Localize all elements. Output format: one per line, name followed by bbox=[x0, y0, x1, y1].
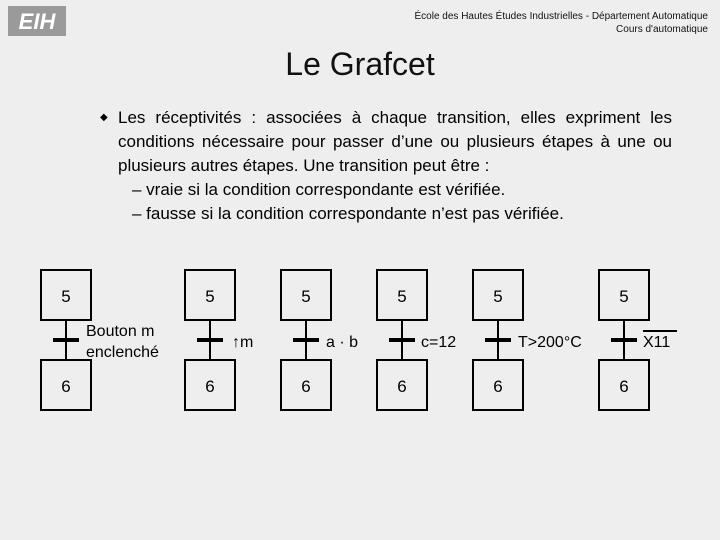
step-bottom-label: 6 bbox=[397, 377, 407, 396]
condition-label: ↑m bbox=[232, 334, 254, 351]
page-title: Le Grafcet bbox=[285, 46, 435, 82]
course-name: Cours d'automatique bbox=[616, 24, 708, 35]
step-bottom-label: 6 bbox=[205, 377, 215, 396]
diamond-bullet-icon: ◆ bbox=[100, 112, 108, 123]
condition-label: a · b bbox=[326, 334, 359, 351]
institution-name: École des Hautes Études Industrielles - Département Automatique bbox=[414, 11, 708, 22]
step-bottom-label: 6 bbox=[493, 377, 503, 396]
condition-label: X11 bbox=[643, 334, 671, 351]
step-top-label: 5 bbox=[493, 287, 503, 306]
condition-label: c=12 bbox=[421, 334, 457, 351]
sub-item-false: – fausse si la condition correspondante n’est pas vérifiée. bbox=[132, 204, 564, 223]
condition-line1: Bouton m bbox=[86, 323, 155, 340]
condition-label: T>200°C bbox=[518, 334, 582, 351]
step-top-label: 5 bbox=[397, 287, 407, 306]
condition-line2: enclenché bbox=[86, 344, 159, 361]
step-top-label: 5 bbox=[301, 287, 311, 306]
step-bottom-label: 6 bbox=[61, 377, 71, 396]
step-top-label: 5 bbox=[61, 287, 71, 306]
step-bottom-label: 6 bbox=[301, 377, 311, 396]
step-top-label: 5 bbox=[619, 287, 629, 306]
logo-text: EIH bbox=[18, 9, 56, 34]
step-bottom-label: 6 bbox=[619, 377, 629, 396]
step-top-label: 5 bbox=[205, 287, 215, 306]
sub-item-true: – vraie si la condition correspondante est vérifiée. bbox=[132, 180, 506, 199]
bullet-text: Les réceptivités : associées à chaque transition, elles expriment les conditions nécessaire pour passer d’une ou plusieurs étapes à une ou plusieurs autres étapes. Une transition peut être : bbox=[118, 108, 672, 175]
